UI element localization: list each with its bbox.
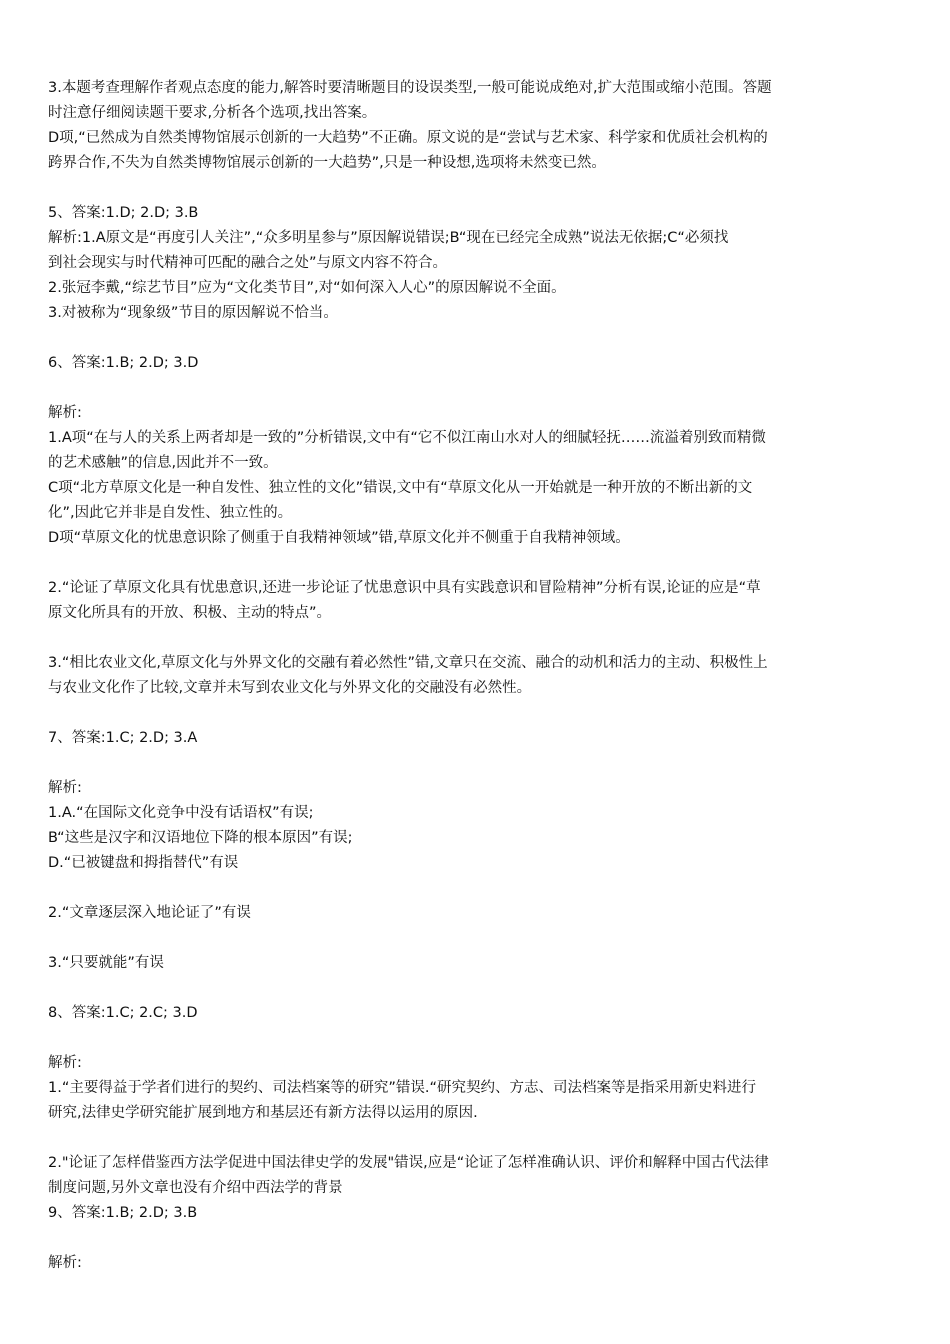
blank-line xyxy=(48,626,902,651)
blank-line xyxy=(48,1226,902,1251)
blank-line xyxy=(48,876,902,901)
analysis-label: 解析: xyxy=(48,780,82,796)
blank-line xyxy=(48,1126,902,1151)
text-line: 到社会现实与时代精神可匹配的融合之处”与原文内容不符合。 xyxy=(48,255,448,271)
text-line: D项,“已然成为自然类博物馆展示创新的一大趋势”不正确。原文说的是“尝试与艺术家、科学家和优质社会机构的 xyxy=(48,130,768,146)
blank-line xyxy=(48,176,902,201)
analysis-label: 解析: xyxy=(48,1055,82,1071)
blank-line xyxy=(48,376,902,401)
text-line: 3.本题考查理解作者观点态度的能力,解答时要清晰题目的设误类型,一般可能说成绝对,扩大范围或缩小范围。答题 xyxy=(48,80,772,96)
text-line: 的艺术感触”的信息,因此并不一致。 xyxy=(48,455,278,471)
text-line: 与农业文化作了比较,文章并未写到农业文化与外界文化的交融没有必然性。 xyxy=(48,680,532,696)
answer-heading: 5、答案:1.D; 2.D; 3.B xyxy=(48,205,199,221)
text-line: 1.A项“在与人的关系上两者却是一致的”分析错误,文中有“它不似江南山水对人的细腻轻抚……流溢着别致而精微 xyxy=(48,430,766,446)
text-line: 化”,因此它并非是自发性、独立性的。 xyxy=(48,505,293,521)
text-line: 3.“只要就能”有误 xyxy=(48,955,164,971)
blank-line xyxy=(48,326,902,351)
text-line: 2.“文章逐层深入地论证了”有误 xyxy=(48,905,251,921)
blank-line xyxy=(48,551,902,576)
text-line: B“这些是汉字和汉语地位下降的根本原因”有误; xyxy=(48,830,353,846)
text-line: 跨界合作,不失为自然类博物馆展示创新的一大趋势”,只是一种设想,选项将未然变已然。 xyxy=(48,155,606,171)
analysis-label: 解析: xyxy=(48,1255,82,1271)
answer-heading: 6、答案:1.B; 2.D; 3.D xyxy=(48,355,199,371)
blank-line xyxy=(48,1026,902,1051)
blank-line xyxy=(48,751,902,776)
answer-heading: 8、答案:1.C; 2.C; 3.D xyxy=(48,1005,198,1021)
text-line: C项“北方草原文化是一种自发性、独立性的文化”错误,文中有“草原文化从一开始就是一种开放的不断出新的文 xyxy=(48,480,753,496)
text-line: 3.“相比农业文化,草原文化与外界文化的交融有着必然性”错,文章只在交流、融合的动机和活力的主动、积极性上 xyxy=(48,655,768,671)
text-line: D.“已被键盘和拇指替代”有误 xyxy=(48,855,239,871)
text-line: 1.A.“在国际文化竞争中没有话语权”有误; xyxy=(48,805,314,821)
text-line: 时注意仔细阅读题干要求,分析各个选项,找出答案。 xyxy=(48,105,377,121)
text-line: 制度问题,另外文章也没有介绍中西法学的背景 xyxy=(48,1180,343,1196)
text-line: 2.“论证了草原文化具有忧患意识,还进一步论证了忧患意识中具有实践意识和冒险精神”分析有误,论证的应是“草 xyxy=(48,580,761,596)
blank-line xyxy=(48,926,902,951)
text-line: 研究,法律史学研究能扩展到地方和基层还有新方法得以运用的原因. xyxy=(48,1105,478,1121)
text-line: 1.“主要得益于学者们进行的契约、司法档案等的研究”错误.“研究契约、方志、司法档案等是指采用新史料进行 xyxy=(48,1080,756,1096)
text-line: 2.张冠李戴,“综艺节目”应为“文化类节目”,对“如何深入人心”的原因解说不全面。 xyxy=(48,280,566,296)
blank-line xyxy=(48,976,902,1001)
text-line: 2."论证了怎样借鉴西方法学促进中国法律史学的发展"错误,应是“论证了怎样准确认识、评价和解释中国古代法律 xyxy=(48,1155,769,1171)
text-line: 3.对被称为“现象级”节目的原因解说不恰当。 xyxy=(48,305,338,321)
analysis-label: 解析: xyxy=(48,405,82,421)
answer-heading: 9、答案:1.B; 2.D; 3.B xyxy=(48,1205,198,1221)
answer-heading: 7、答案:1.C; 2.D; 3.A xyxy=(48,730,198,746)
text-line: 解析:1.A原文是“再度引人关注”,“众多明星参与”原因解说错误;B“现在已经完全成熟”说法无依据;C“必须找 xyxy=(48,230,729,246)
text-line: 原文化所具有的开放、积极、主动的特点”。 xyxy=(48,605,332,621)
text-line: D项“草原文化的忧患意识除了侧重于自我精神领域”错,草原文化并不侧重于自我精神领域。 xyxy=(48,530,630,546)
blank-line xyxy=(48,701,902,726)
